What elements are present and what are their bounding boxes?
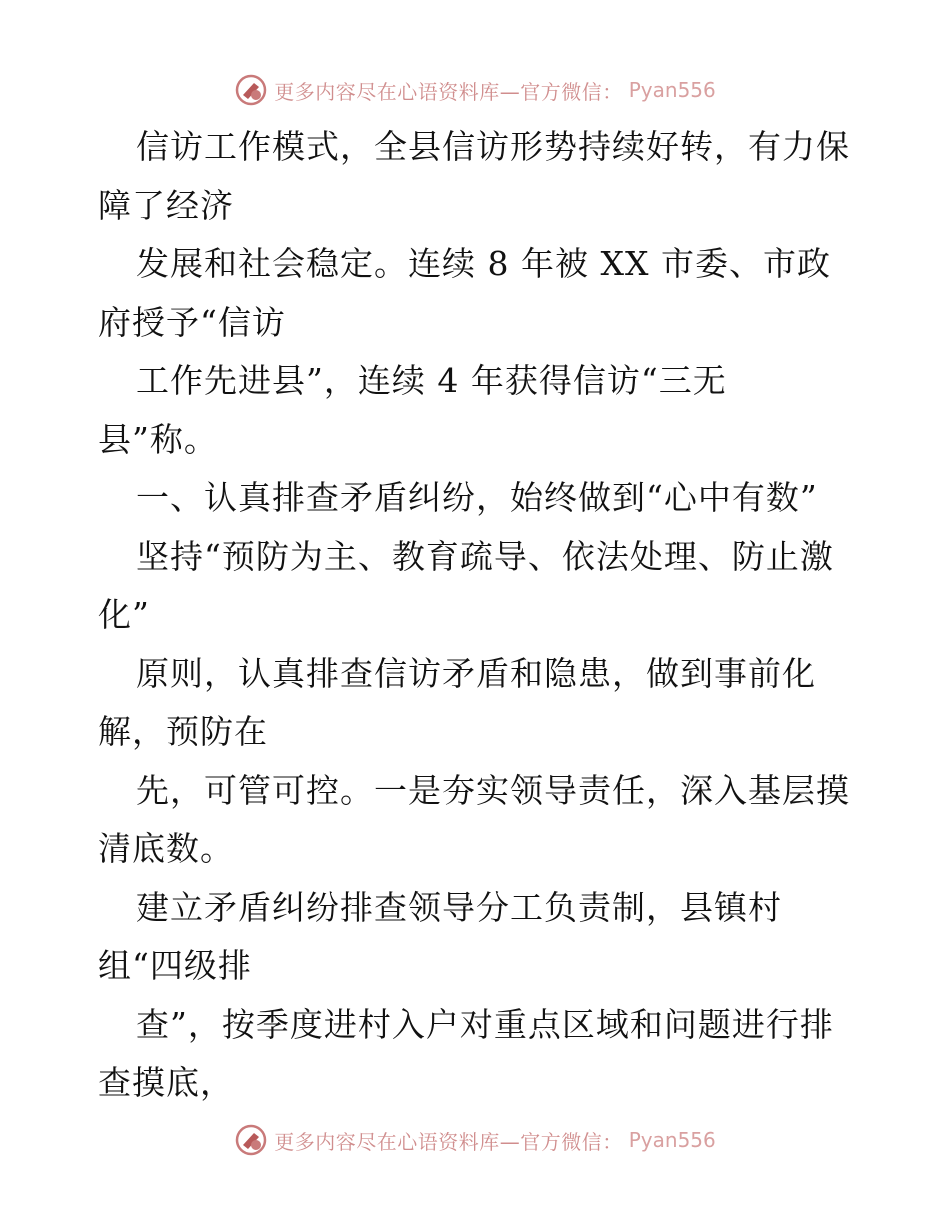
text-line: 化” (98, 595, 150, 634)
watermark-wechat-id: Pyan556 (628, 78, 716, 102)
watermark-text: 更多内容尽在心语资料库—官方微信： (274, 79, 623, 104)
text-line: 解，预防在 (98, 712, 268, 751)
watermark-text: 更多内容尽在心语资料库—官方微信： (274, 1129, 623, 1154)
text-line: 障了经济 (98, 185, 234, 225)
text-line: 坚持“预防为主、教育疏导、依法处理、防止激 (136, 536, 834, 576)
text-line: 工作先进县”，连续 4 年获得信访“三无 (136, 361, 727, 400)
text-line: 建立矛盾纠纷排查领导分工负责制，县镇村 (136, 887, 782, 927)
text-line: 府授予“信访 (98, 302, 286, 342)
text-line: 发展和社会稳定。连续 8 年被 XX 市委、市政 (136, 244, 831, 283)
header-watermark (0, 70, 950, 110)
text-line: 清底数。 (98, 829, 234, 868)
logo-seal-icon (234, 73, 268, 107)
text-line: 先，可管可控。一是夯实领导责任，深入基层摸 (136, 770, 850, 810)
watermark-wechat-id: Pyan556 (628, 1128, 716, 1152)
logo-seal-icon (234, 1123, 268, 1157)
footer-watermark (0, 1120, 950, 1160)
text-line: 信访工作模式，全县信访形势持续好转，有力保 (136, 127, 850, 166)
text-line: 查摸底， (98, 1063, 234, 1102)
text-line: 组“四级排 (98, 946, 252, 985)
text-line: 查”，按季度进村入户对重点区域和问题进行排 (136, 1004, 834, 1044)
document-body (98, 118, 858, 1113)
text-line: 一、认真排查矛盾纠纷，始终做到“心中有数” (136, 478, 818, 517)
text-line: 县”称。 (98, 419, 218, 459)
text-line: 原则，认真排查信访矛盾和隐患，做到事前化 (136, 653, 816, 693)
